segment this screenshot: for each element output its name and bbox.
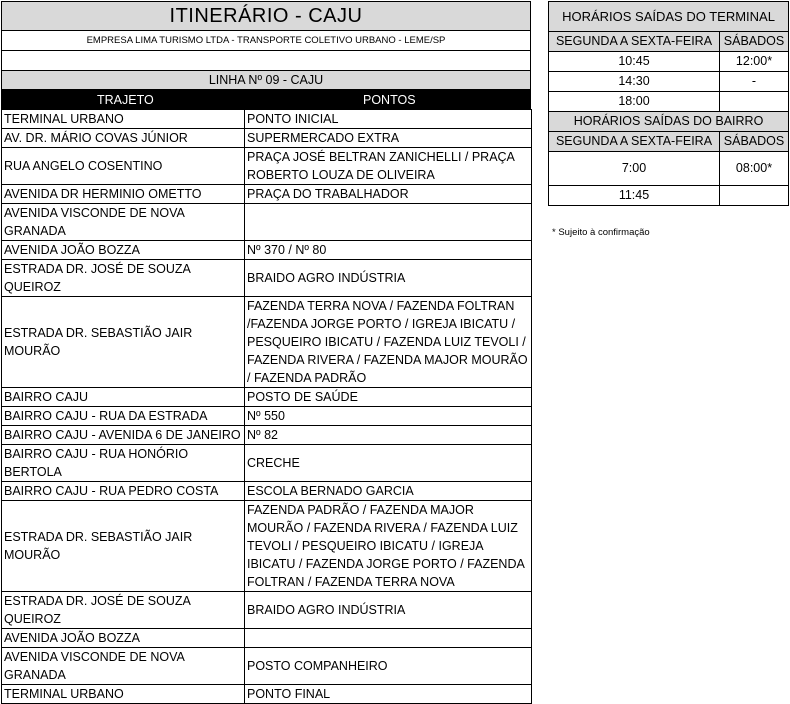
terminal-weekday-time: 14:30 (549, 72, 720, 92)
route-street: BAIRRO CAJU - RUA HONÓRIO BERTOLA (2, 445, 245, 482)
terminal-schedule-title: HORÁRIOS SAÍDAS DO TERMINAL (549, 2, 789, 32)
bairro-saturday-time (720, 186, 789, 206)
route-street: BAIRRO CAJU - RUA DA ESTRADA (2, 407, 245, 426)
route-row (2, 110, 532, 129)
route-stop: BRAIDO AGRO INDÚSTRIA (245, 592, 532, 629)
route-row (2, 185, 532, 204)
route-street: TERMINAL URBANO (2, 110, 245, 129)
itinerary-block (1, 1, 532, 701)
route-street: ESTRADA DR. JOSÉ DE SOUZA QUEIROZ (2, 260, 245, 297)
route-stop: Nº 82 (245, 426, 532, 445)
route-street: ESTRADA DR. SEBASTIÃO JAIR MOURÃO (2, 501, 245, 592)
route-stop: CRECHE (245, 445, 532, 482)
route-row (2, 297, 532, 388)
route-row (2, 204, 532, 241)
saturday-header: SÁBADOS (720, 132, 789, 152)
terminal-weekday-time: 10:45 (549, 52, 720, 72)
route-row (2, 685, 532, 704)
route-stop (245, 204, 532, 241)
route-row (2, 592, 532, 629)
route-stop: PONTO INICIAL (245, 110, 532, 129)
route-street: AV. DR. MÁRIO COVAS JÚNIOR (2, 129, 245, 148)
route-row (2, 407, 532, 426)
blank-row (1, 50, 531, 71)
route-stop: PRAÇA JOSÉ BELTRAN ZANICHELLI / PRAÇA ROBERTO LOUZA DE OLIVEIRA (245, 148, 532, 185)
route-stop: SUPERMERCADO EXTRA (245, 129, 532, 148)
route-row (2, 426, 532, 445)
route-row (2, 648, 532, 685)
route-street: RUA ANGELO COSENTINO (2, 148, 245, 185)
route-street: AVENIDA VISCONDE DE NOVA GRANADA (2, 204, 245, 241)
route-street: BAIRRO CAJU - AVENIDA 6 DE JANEIRO (2, 426, 245, 445)
route-row (2, 629, 532, 648)
col-pontos-header: PONTOS (363, 93, 416, 107)
route-street: ESTRADA DR. SEBASTIÃO JAIR MOURÃO (2, 297, 245, 388)
terminal-schedule-table (548, 1, 789, 206)
terminal-weekday-time: 18:00 (549, 92, 720, 112)
route-table (1, 109, 532, 704)
route-stop: FAZENDA PADRÃO / FAZENDA MAJOR MOURÃO / FAZENDA RIVERA / FAZENDA LUIZ TEVOLI / PESQUEIRO IBICATU / IGREJA IBICATU / FAZENDA JORGE PORTO / FAZENDA FOLTRAN / FAZENDA TERRA NOVA (245, 501, 532, 592)
bairro-saturday-time: 08:00* (720, 152, 789, 186)
route-street: AVENIDA DR HERMINIO OMETTO (2, 185, 245, 204)
bairro-schedule-title: HORÁRIOS SAÍDAS DO BAIRRO (549, 112, 789, 132)
route-stop: BRAIDO AGRO INDÚSTRIA (245, 260, 532, 297)
route-stop (245, 629, 532, 648)
route-stop: PRAÇA DO TRABALHADOR (245, 185, 532, 204)
route-street: TERMINAL URBANO (2, 685, 245, 704)
route-street: BAIRRO CAJU (2, 388, 245, 407)
route-stop: PONTO FINAL (245, 685, 532, 704)
route-street: AVENIDA VISCONDE DE NOVA GRANADA (2, 648, 245, 685)
route-row (2, 501, 532, 592)
route-stop: ESCOLA BERNADO GARCIA (245, 482, 532, 501)
route-stop: Nº 370 / Nº 80 (245, 241, 532, 260)
route-row (2, 482, 532, 501)
route-street: ESTRADA DR. JOSÉ DE SOUZA QUEIROZ (2, 592, 245, 629)
route-stop: POSTO DE SAÚDE (245, 388, 532, 407)
line-label: LINHA Nº 09 - CAJU (1, 70, 531, 90)
route-row (2, 260, 532, 297)
page-title: ITINERÁRIO - CAJU (1, 1, 531, 31)
column-header-row (1, 89, 531, 110)
bairro-weekday-time: 11:45 (549, 186, 720, 206)
weekday-header: SEGUNDA A SEXTA-FEIRA (549, 132, 720, 152)
route-street: AVENIDA JOÃO BOZZA (2, 241, 245, 260)
route-row (2, 241, 532, 260)
route-row (2, 388, 532, 407)
company-line: EMPRESA LIMA TURISMO LTDA - TRANSPORTE COLETIVO URBANO - LEME/SP (1, 30, 531, 51)
schedule-block (548, 1, 788, 206)
weekday-header: SEGUNDA A SEXTA-FEIRA (549, 32, 720, 52)
terminal-saturday-time: - (720, 72, 789, 92)
route-row (2, 129, 532, 148)
route-street: BAIRRO CAJU - RUA PEDRO COSTA (2, 482, 245, 501)
route-row (2, 148, 532, 185)
bairro-weekday-time: 7:00 (549, 152, 720, 186)
saturday-header: SÁBADOS (720, 32, 789, 52)
route-stop: FAZENDA TERRA NOVA / FAZENDA FOLTRAN /FAZENDA JORGE PORTO / IGREJA IBICATU / PESQUEIRO IBICATU / FAZENDA LUIZ TEVOLI / FAZENDA RIVERA / FAZENDA MAJOR MOURÃO / FAZENDA PADRÃO (245, 297, 532, 388)
terminal-saturday-time (720, 92, 789, 112)
route-stop: POSTO COMPANHEIRO (245, 648, 532, 685)
col-trajeto-header: TRAJETO (97, 93, 154, 107)
footnote: * Sujeito à confirmação (552, 227, 650, 238)
route-stop: Nº 550 (245, 407, 532, 426)
terminal-saturday-time: 12:00* (720, 52, 789, 72)
route-row (2, 445, 532, 482)
route-street: AVENIDA JOÃO BOZZA (2, 629, 245, 648)
